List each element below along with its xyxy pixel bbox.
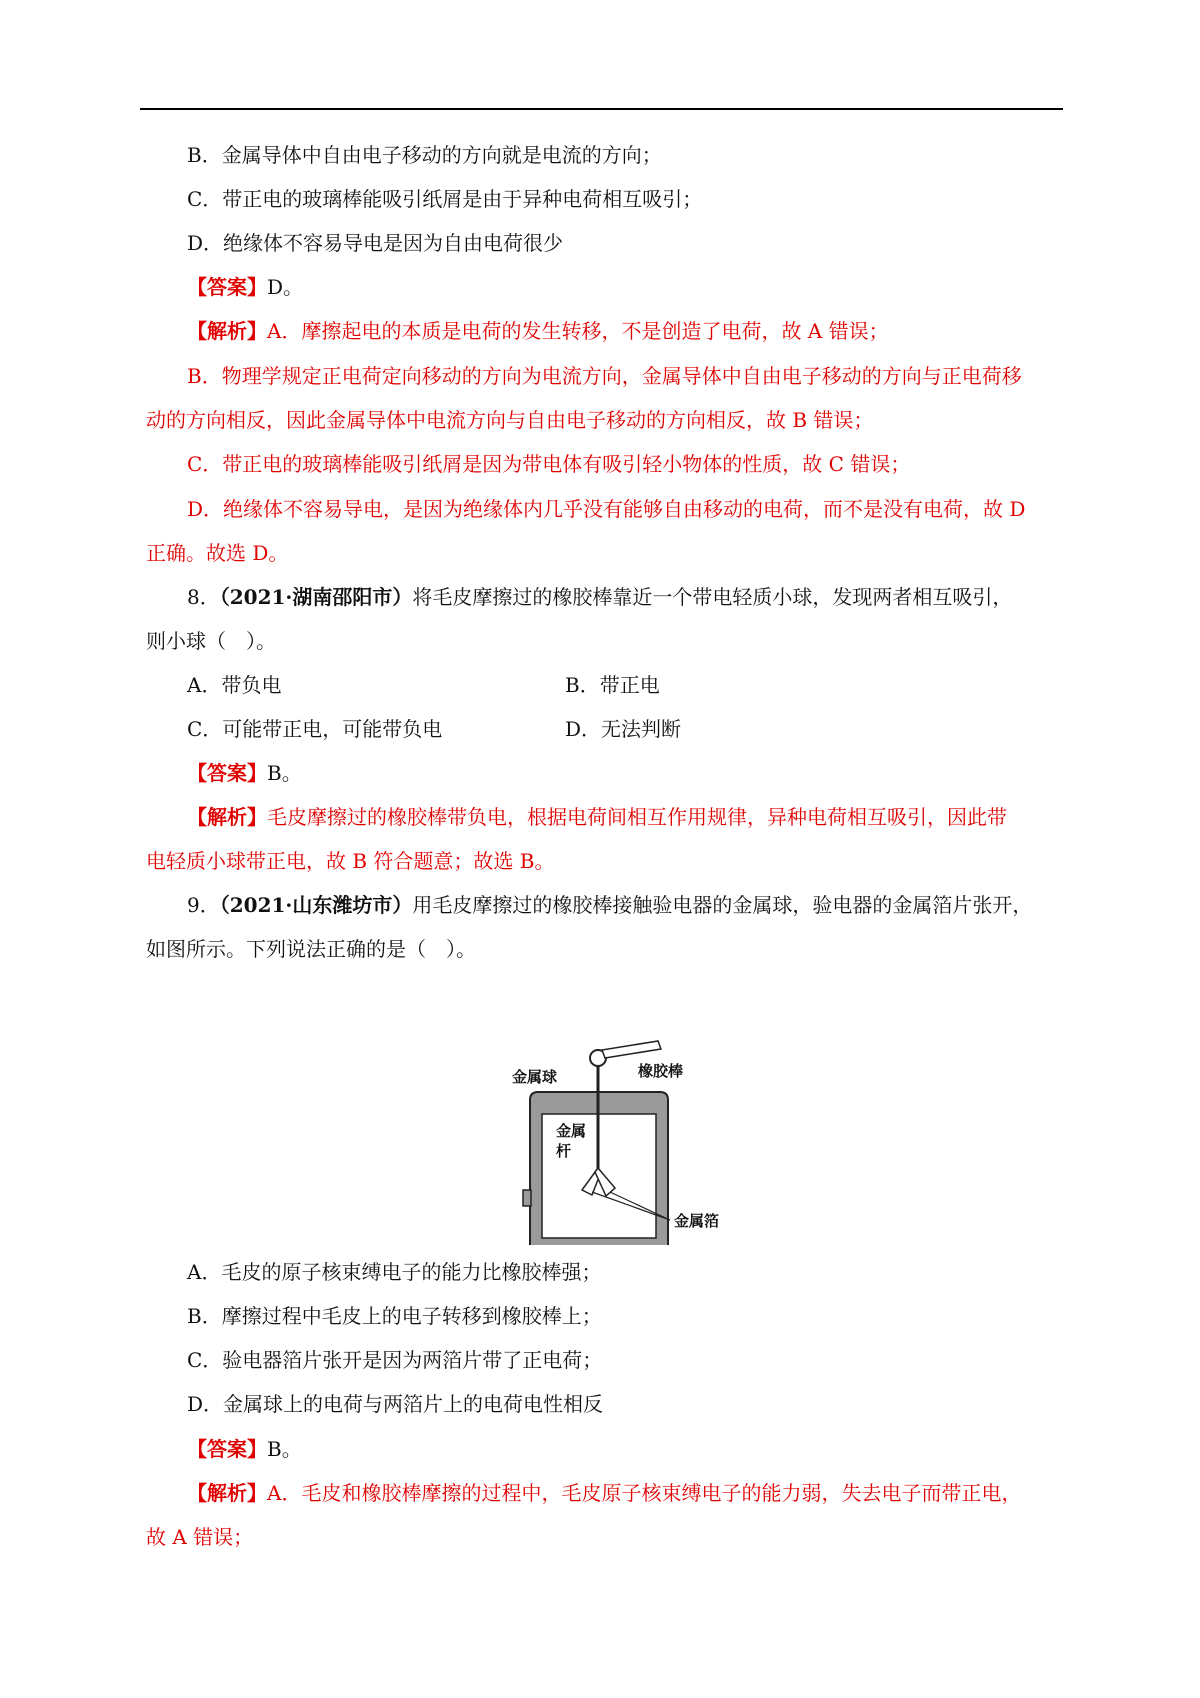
q9-stem [187,890,1032,920]
explanation-tag: 【解析】 [187,1481,267,1505]
q9-option-a: A．毛皮的原子核束缚电子的能力比橡胶棒强； [187,1260,602,1284]
answer-value: B。 [267,761,302,785]
q7-explanation-b1: B．物理学规定正电荷定向移动的方向为电流方向，金属导体中自由电子移动的方向与正电荷移 [187,364,1022,388]
rubber-rod [602,1041,661,1058]
electroscope-diagram [510,1040,740,1245]
q8-option-b: B．带正电 [565,673,660,697]
explanation-text: 毛皮摩擦过的橡胶棒带负电，根据电荷间相互作用规律，异种电荷相互吸引，因此带 [267,805,1007,829]
answer-value: D。 [267,275,304,299]
label-metal-foil: 金属箔 [674,1212,720,1230]
q8-answer [187,758,302,788]
question-source: （2021·湖南邵阳市） [219,585,413,609]
label-rubber-rod: 橡胶棒 [638,1062,684,1080]
q8-option-c: C．可能带正电，可能带负电 [187,717,443,741]
q8-option-a: A．带负电 [187,673,282,697]
q9-stem-cont: 如图所示。下列说法正确的是（ ）。 [146,937,476,961]
label-metal-stem-1: 金属 [556,1122,587,1140]
q7-option-b: B．金属导体中自由电子移动的方向就是电流的方向； [187,143,662,167]
question-source: （2021·山东潍坊市） [219,893,413,917]
q9-answer [187,1434,302,1464]
jar-knob [523,1190,531,1206]
q9-option-c: C．验电器箔片张开是因为两箔片带了正电荷； [187,1348,603,1372]
header-rule [140,108,1063,110]
q8-explanation-2: 电轻质小球带正电，故 B 符合题意；故选 B。 [146,849,555,873]
q7-explanation-d1: D．绝缘体不容易导电，是因为绝缘体内几乎没有能够自由移动的电荷，而不是没有电荷，故 D [187,497,1026,521]
q7-explanation-d2: 正确。故选 D。 [146,541,289,565]
explanation-tag: 【解析】 [187,805,267,829]
q7-answer [187,272,303,302]
q9-option-d: D．金属球上的电荷与两箔片上的电荷电性相反 [187,1392,604,1416]
q8-option-d: D．无法判断 [565,717,682,741]
q8-stem-cont: 则小球（ ）。 [146,629,276,653]
answer-value: B。 [267,1437,302,1461]
q7-explanation-b2: 动的方向相反，因此金属导体中电流方向与自由电子移动的方向相反，故 B 错误； [146,408,874,432]
answer-tag: 【答案】 [187,275,267,299]
question-text: 将毛皮摩擦过的橡胶棒靠近一个带电轻质小球，发现两者相互吸引， [412,585,1013,609]
q7-explanation-a [187,316,889,346]
explanation-tag: 【解析】 [187,319,267,343]
q8-stem [187,582,1012,612]
answer-tag: 【答案】 [187,761,267,785]
q9-option-b: B．摩擦过程中毛皮上的电子转移到橡胶棒上； [187,1304,602,1328]
q8-explanation-1 [187,802,1007,832]
question-text: 用毛皮摩擦过的橡胶棒接触验电器的金属球，验电器的金属箔片张开， [412,893,1033,917]
question-number: 8． [187,585,220,609]
answer-tag: 【答案】 [187,1437,267,1461]
q7-option-c: C．带正电的玻璃棒能吸引纸屑是由于异种电荷相互吸引； [187,187,703,211]
label-metal-stem-2: 杆 [556,1142,572,1160]
explanation-text: A．毛皮和橡胶棒摩擦的过程中，毛皮原子核束缚电子的能力弱，失去电子而带正电， [267,1481,1022,1505]
question-number: 9． [187,893,220,917]
electroscope-figure [510,1040,740,1245]
q9-explanation-2: 故 A 错误； [146,1525,254,1549]
q7-explanation-c: C．带正电的玻璃棒能吸引纸屑是因为带电体有吸引轻小物体的性质，故 C 错误； [187,452,911,476]
explanation-text: A．摩擦起电的本质是电荷的发生转移，不是创造了电荷，故 A 错误； [267,319,889,343]
q7-option-d: D．绝缘体不容易导电是因为自由电荷很少 [187,231,564,255]
label-metal-ball: 金属球 [512,1068,558,1086]
q9-explanation-1 [187,1478,1021,1508]
